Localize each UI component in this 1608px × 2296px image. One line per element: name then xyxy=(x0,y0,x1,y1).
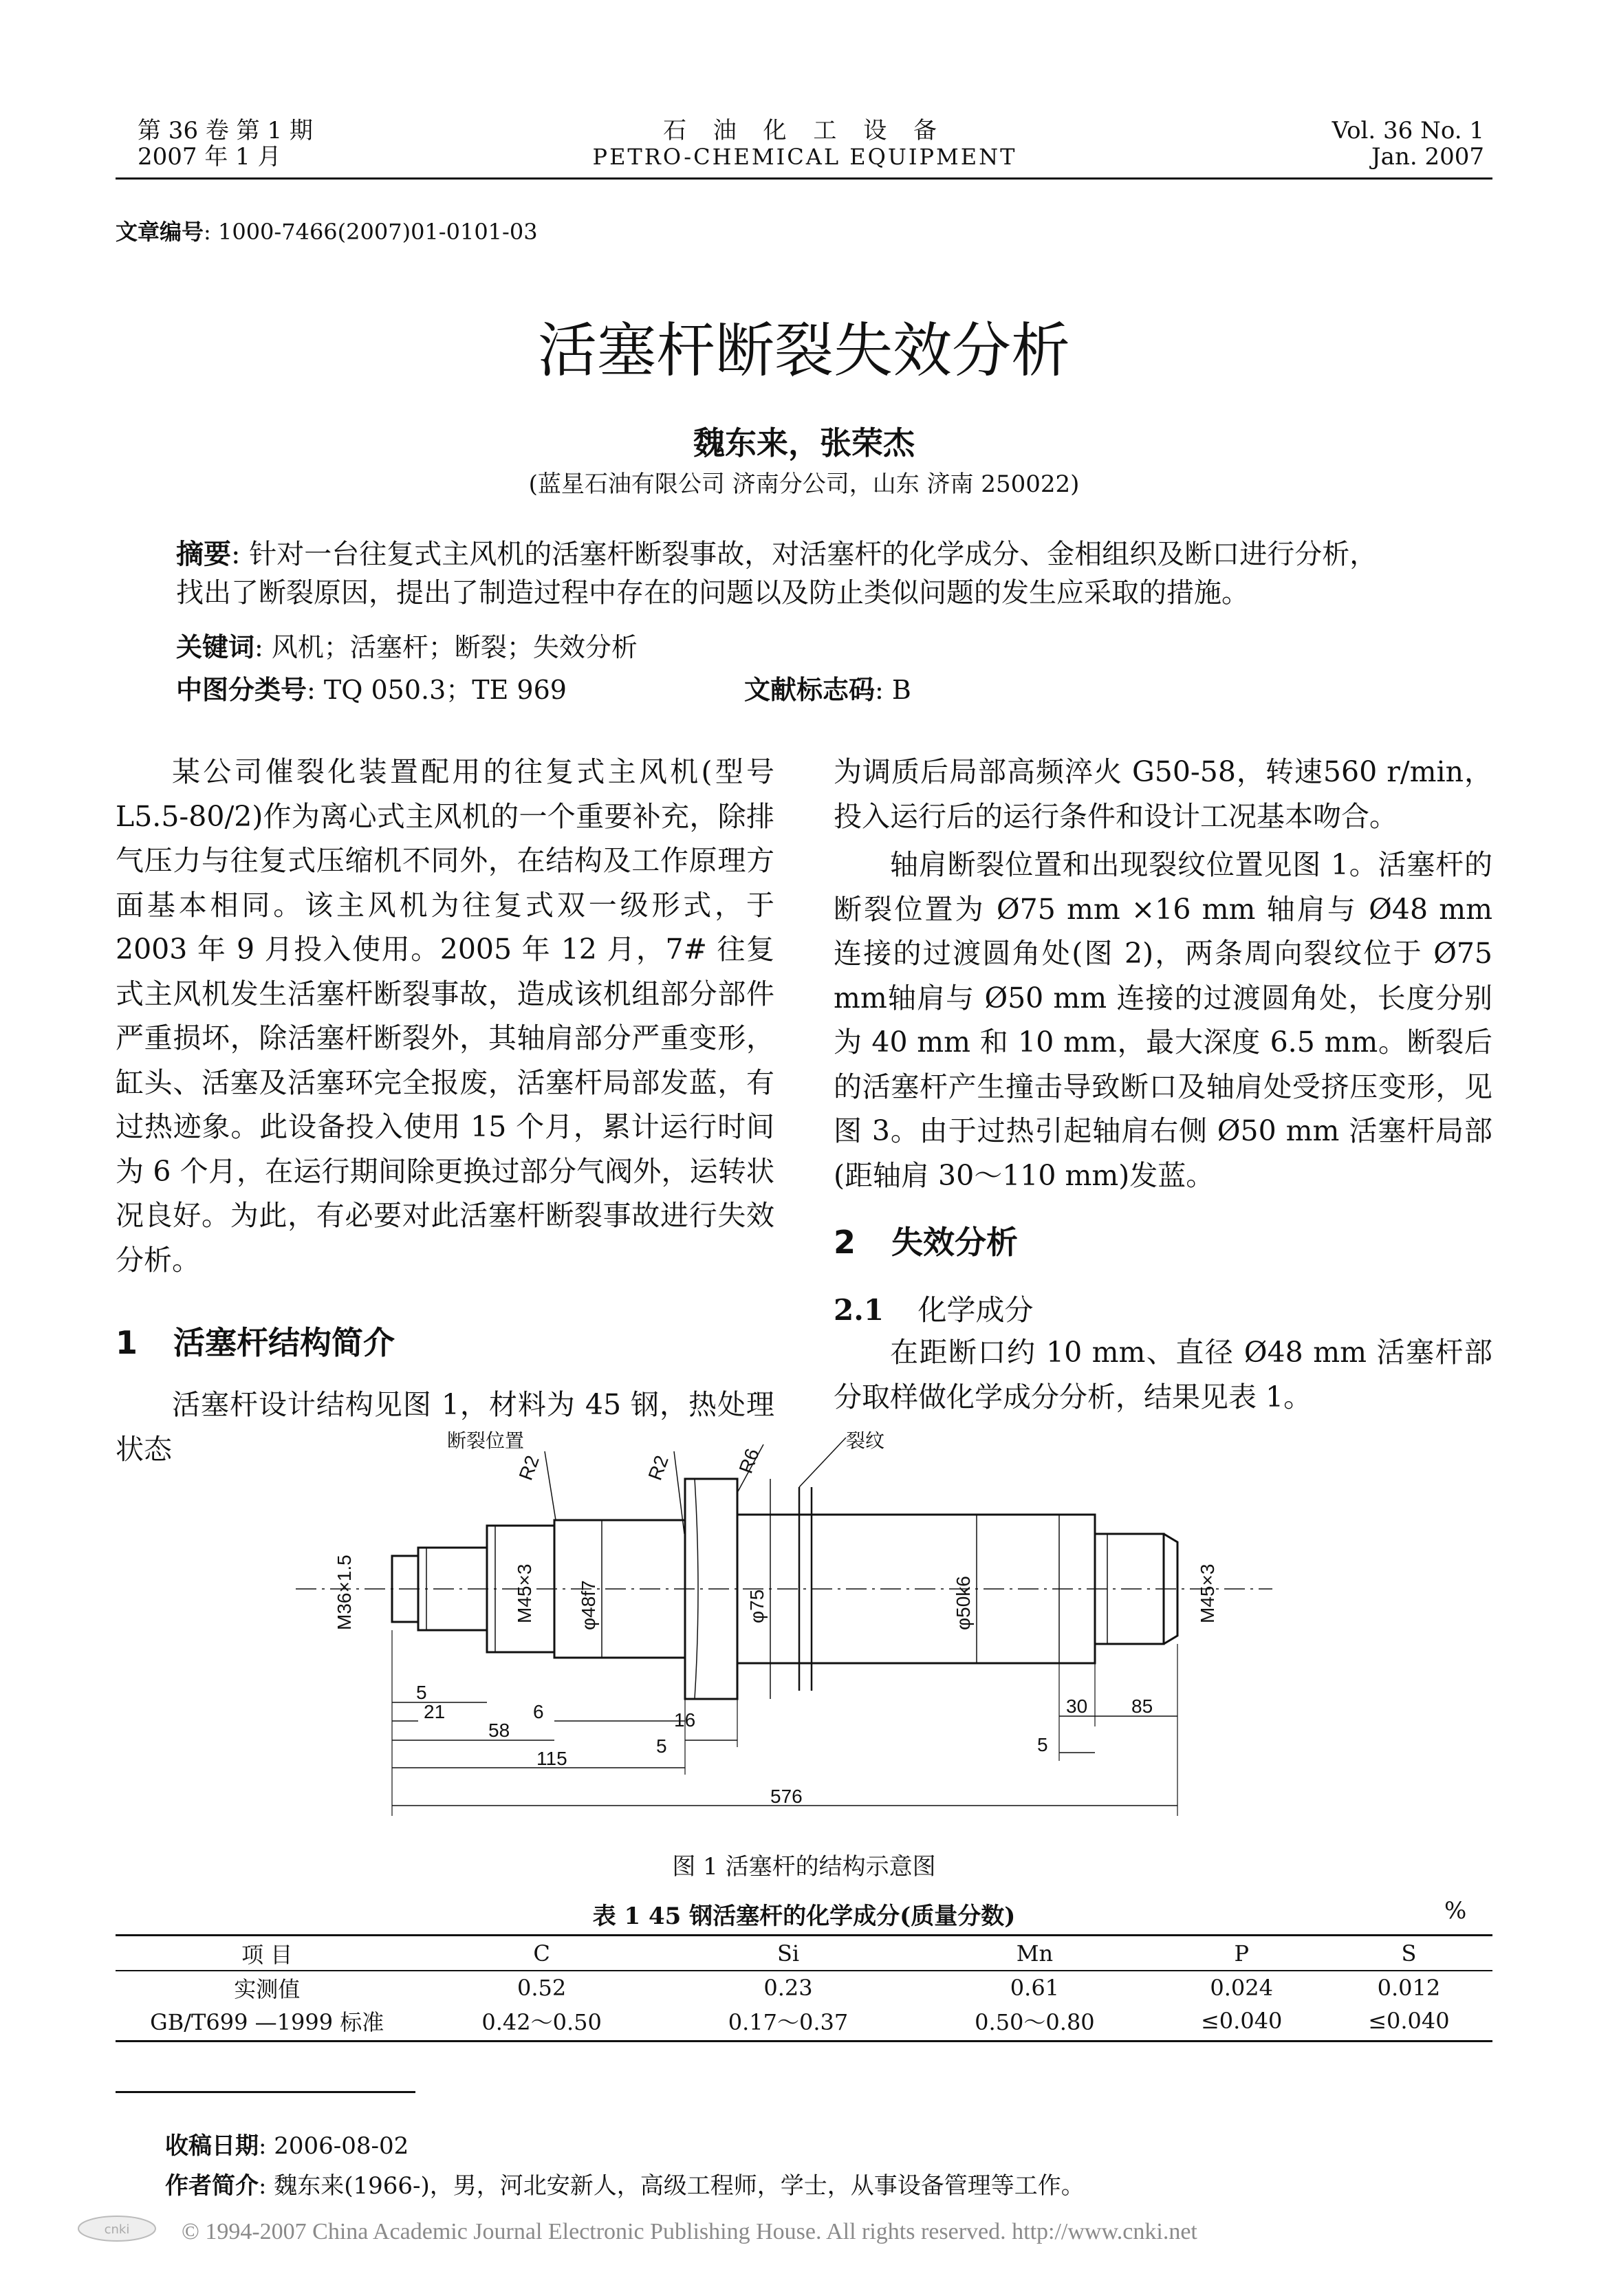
keywords xyxy=(176,626,638,664)
dim-21: 21 xyxy=(424,1701,446,1722)
section-2-1-title: 化学成分 xyxy=(917,1293,1034,1327)
section-2-heading xyxy=(834,1217,1018,1263)
date-en: Jan. 2007 xyxy=(1371,143,1484,171)
footnote-rule xyxy=(116,2091,415,2093)
table-bottom-rule xyxy=(116,2040,1492,2042)
keywords-value: : 风机；活塞杆；断裂；失效分析 xyxy=(254,632,638,662)
dim-5b: 5 xyxy=(656,1735,667,1757)
journal-title-en: PETRO-CHEMICAL EQUIPMENT xyxy=(592,144,1017,170)
piston-rod-diagram xyxy=(289,1424,1321,1823)
table-cell: 0.61 xyxy=(1010,1975,1060,2001)
chemical-sampling-paragraph: 在距断口约 10 mm、直径 Ø48 mm 活塞杆部分取样做化学成分分析，结果见表 1。 xyxy=(834,1336,1492,1414)
dim-5c: 5 xyxy=(1037,1734,1048,1755)
author-bio xyxy=(165,2167,1085,2200)
section-1-number: 1 xyxy=(116,1324,138,1361)
thread-m45-right-label: M45×3 xyxy=(1197,1563,1218,1623)
table-cell: 0.50～0.80 xyxy=(975,2009,1095,2035)
received-label: 收稿日期 xyxy=(165,2132,259,2160)
journal-title-cn: 石 油 化 工 设 备 xyxy=(662,117,947,144)
table-row xyxy=(116,1971,1492,2004)
page-title: 活塞杆断裂失效分析 xyxy=(538,316,1070,385)
authors: 魏东来，张荣杰 xyxy=(693,424,915,462)
article-number-label: 文章编号 xyxy=(116,219,204,245)
table-cell: 0.012 xyxy=(1377,1975,1441,2001)
classification-number xyxy=(176,669,567,706)
table-header-s: S xyxy=(1325,1937,1492,1971)
section-1-heading xyxy=(116,1318,395,1363)
header-rule xyxy=(116,177,1492,180)
table-cell: 0.42～0.50 xyxy=(481,2009,602,2035)
volume-cn: 第 36 卷 第 1 期 xyxy=(138,117,313,144)
table-header-si: Si xyxy=(665,1937,911,1971)
fillet-r2-left: R2 xyxy=(514,1452,543,1484)
author-bio-value: : 魏东来(1966-)，男，河北安新人，高级工程师，学士，从事设备管理等工作。 xyxy=(259,2172,1085,2200)
diameter-75-label: φ75 xyxy=(746,1589,768,1623)
thread-m36-label: M36×1.5 xyxy=(334,1555,355,1630)
table-cell: 0.024 xyxy=(1210,1975,1273,2001)
heat-treatment-paragraph: 为调质后局部高频淬火 G50-58，转速560 r/min，投入运行后的运行条件和设计工况基本吻合。 xyxy=(834,755,1492,833)
diameter-50-label: φ50k6 xyxy=(953,1576,974,1630)
affiliation: (蓝星石油有限公司 济南分公司，山东 济南 250022) xyxy=(528,470,1080,498)
dim-5a: 5 xyxy=(416,1682,427,1703)
dim-58: 58 xyxy=(488,1720,510,1741)
section-2-number: 2 xyxy=(834,1224,856,1261)
diameter-48-label: φ48f7 xyxy=(578,1580,599,1630)
table-title: 表 1 45 钢活塞杆的化学成分(质量分数) xyxy=(592,1903,1016,1930)
dim-6: 6 xyxy=(533,1701,544,1722)
fracture-location-label: 断裂位置 xyxy=(447,1430,525,1451)
fracture-location-paragraph: 轴肩断裂位置和出现裂纹位置见图 1。活塞杆的断裂位置为 Ø75 mm ×16 mm 轴肩与 Ø48 mm 连接的过渡圆角处(图 2)，两条周向裂纹位于 Ø75 mm轴肩与 Ø50 mm 连接的过渡圆角处，长度分别为 40 mm 和 10 mm，最大深度 6.5 mm。断裂后的活塞杆产生撞击导致断口及轴肩处受挤压变形，见图 3。由于过热引起轴肩右侧 Ø50 mm 活塞杆局部(距轴肩 30～110 mm)发蓝。 xyxy=(834,848,1492,1192)
table-cell: ≤0.040 xyxy=(1200,2008,1283,2034)
table-cell: ≤0.040 xyxy=(1368,2008,1450,2034)
dim-30: 30 xyxy=(1066,1696,1088,1717)
received-date xyxy=(165,2127,409,2160)
document-code-label: 文献标志码 xyxy=(744,675,876,705)
table-cell: 实测值 xyxy=(234,1976,301,2002)
section-2-title: 失效分析 xyxy=(891,1224,1019,1261)
thread-m45-left-label: M45×3 xyxy=(514,1563,535,1623)
dim-576: 576 xyxy=(770,1786,803,1807)
table-cell: 0.17～0.37 xyxy=(728,2009,849,2035)
table-top-rule xyxy=(116,1934,1492,1936)
document-code xyxy=(744,669,911,706)
table-header-c: C xyxy=(418,1937,664,1971)
date-cn: 2007 年 1 月 xyxy=(138,143,281,171)
table-cell: 0.23 xyxy=(763,1975,813,2001)
structure-paragraph: 活塞杆设计结构见图 1，材料为 45 钢，热处理状态 xyxy=(116,1388,774,1466)
crack-label: 裂纹 xyxy=(846,1430,885,1451)
dim-85: 85 xyxy=(1131,1696,1153,1717)
abstract-line-1: : 针对一台往复式主风机的活塞杆断裂事故，对活塞杆的化学成分、金相组织及断口进行分析， xyxy=(231,539,1378,570)
dim-16: 16 xyxy=(674,1709,696,1731)
abstract-line-2: 找出了断裂原因，提出了制造过程中存在的问题以及防止类似问题的发生应采取的措施。 xyxy=(176,577,1249,609)
cnki-logo xyxy=(76,2213,158,2244)
figure-caption: 图 1 活塞杆的结构示意图 xyxy=(672,1853,936,1881)
article-number xyxy=(116,215,538,246)
section-2-1-number: 2.1 xyxy=(834,1293,884,1327)
right-column xyxy=(834,750,1492,1198)
table-header-row xyxy=(116,1937,1492,1971)
chemical-composition-table xyxy=(116,1937,1492,2037)
copyright-notice: © 1994-2007 China Academic Journal Electronic Publishing House. All rights reserved. http://www.cnki.net xyxy=(182,2219,1197,2244)
table-cell: GB/T699 —1999 标准 xyxy=(150,2009,384,2035)
section-2-1-body xyxy=(834,1330,1492,1419)
section-2-1-heading xyxy=(834,1288,1033,1329)
dim-115: 115 xyxy=(536,1748,567,1769)
fillet-r2-right: R2 xyxy=(644,1452,673,1484)
fillet-r6: R6 xyxy=(735,1445,763,1477)
article-number-value: : 1000-7466(2007)01-0101-03 xyxy=(204,219,538,245)
svg-text:cnki: cnki xyxy=(104,2222,130,2237)
author-bio-label: 作者简介 xyxy=(165,2172,259,2200)
table-header-p: P xyxy=(1158,1937,1325,1971)
classification-value: : TQ 050.3；TE 969 xyxy=(307,675,567,705)
classification-label: 中图分类号 xyxy=(176,675,307,705)
left-column xyxy=(116,750,774,1282)
table-cell: 0.52 xyxy=(517,1975,567,2001)
table-unit: % xyxy=(1444,1897,1467,1925)
table-header-mn: Mn xyxy=(911,1937,1158,1971)
volume-en: Vol. 36 No. 1 xyxy=(1332,117,1484,144)
table-header-item: 项 目 xyxy=(116,1937,418,1971)
section-1-title: 活塞杆结构简介 xyxy=(173,1324,395,1361)
keywords-label: 关键词 xyxy=(176,632,255,662)
intro-paragraph: 某公司催裂化装置配用的往复式主风机(型号 L5.5-80/2)作为离心式主风机的一个重要补充，除排气压力与往复式压缩机不同外，在结构及工作原理方面基本相同。该主风机为往复式双一级形式，于 2003 年 9 月投入使用。2005 年 12 月，7# 往复式主风机发生活塞杆断裂事故，造成该机组部分部件严重损坏，除活塞杆断裂外，其轴肩部分严重变形，缸头、活塞及活塞环完全报废，活塞杆局部发蓝，有过热迹象。此设备投入使用 15 个月，累计运行时间为 6 个月，在运行期间除更换过部分气阀外，运转状况良好。为此，有必要对此活塞杆断裂事故进行失效分析。 xyxy=(116,755,774,1277)
table-row xyxy=(116,2004,1492,2037)
abstract-label: 摘要 xyxy=(176,539,231,570)
received-value: : 2006-08-02 xyxy=(259,2132,409,2160)
abstract xyxy=(176,535,1483,612)
document-code-value: : B xyxy=(875,675,911,705)
